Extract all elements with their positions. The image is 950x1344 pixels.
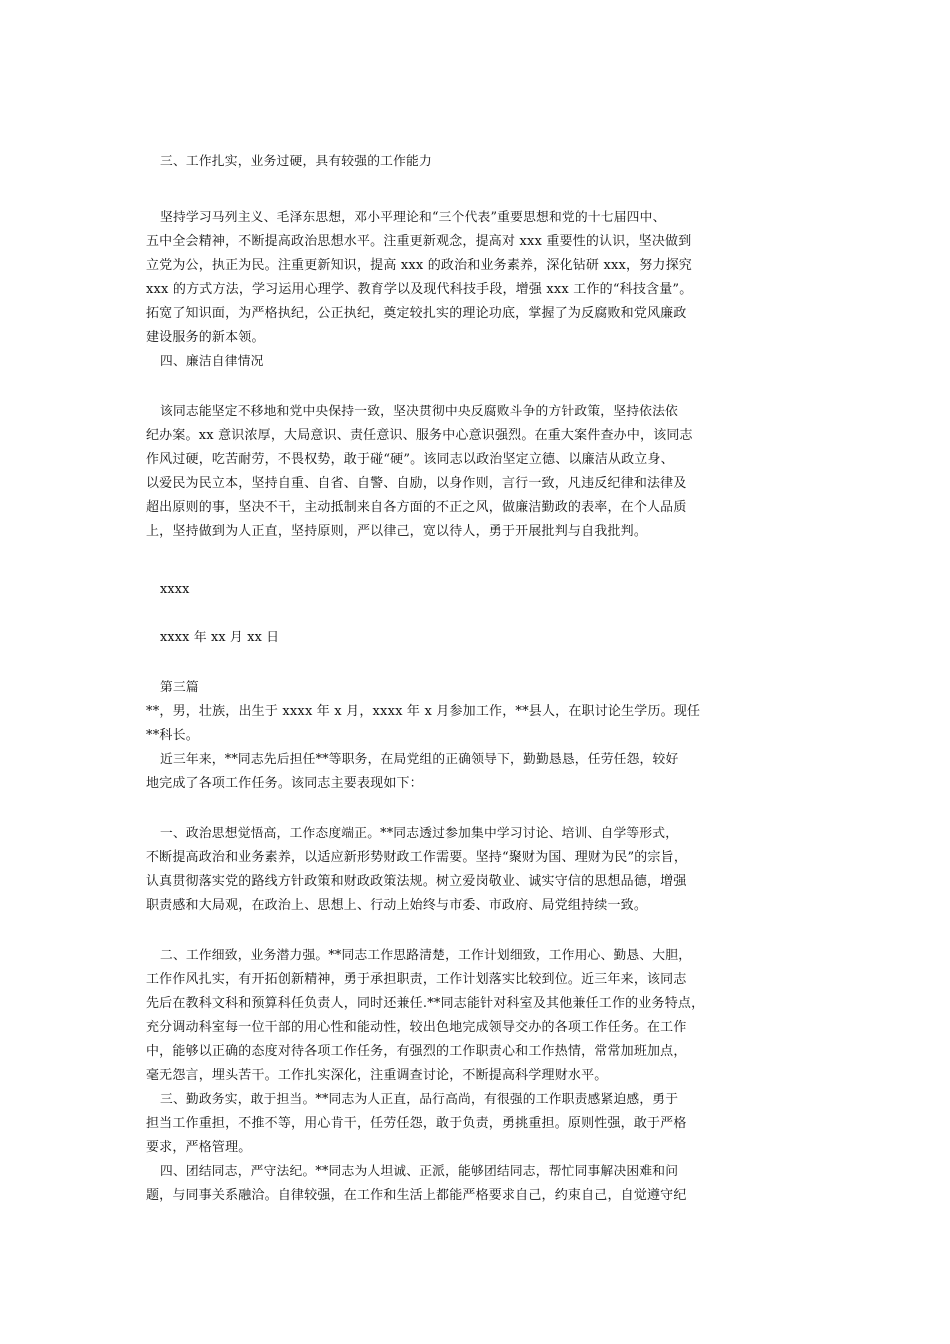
- paragraph-line: 以爱民为民立本，坚持自重、自省、自警、自励，以身作则，言行一致，凡违反纪律和法律及: [146, 476, 687, 491]
- paragraph-line: 立党为公，执正为民。注重更新知识，提高 xxx 的政治和业务素养，深化钻研 xxx，努力探究: [146, 258, 692, 273]
- paragraph-line: 作风过硬，吃苦耐劳，不畏权势，敢于碰“硬”。该同志以政治坚定立德、以廉洁从政立身、: [146, 452, 674, 467]
- paragraph-line: 近三年来，**同志先后担任**等职务，在局党组的正确领导下，勤勤恳恳，任劳任怨，较好: [160, 752, 679, 767]
- paragraph-line: 建设服务的新本领。: [146, 330, 265, 345]
- paragraph-line: **，男，壮族，出生于 xxxx 年 x 月，xxxx 年 x 月参加工作，**县人，在职讨论生学历。现任: [146, 704, 701, 719]
- paragraph-line: 坚持学习马列主义、毛泽东思想，邓小平理论和“三个代表”重要思想和党的十七届四中、: [160, 210, 666, 225]
- paragraph-line: xxx 的方式方法，学习运用心理学、教育学以及现代科技手段，增强 xxx 工作的“科技含量”。: [146, 282, 693, 297]
- part-title: 第三篇: [160, 680, 199, 695]
- paragraph-line: 题，与同事关系融洽。自律较强，在工作和生活上都能严格要求自己，约束自己，自觉遵守纪: [146, 1188, 687, 1203]
- paragraph-line: 超出原则的事，坚决不干，主动抵制来自各方面的不正之风，做廉洁勤政的表率，在个人品质: [146, 500, 687, 515]
- paragraph-line: 工作作风扎实，有开拓创新精神，勇于承担职责，工作计划落实比较到位。近三年来，该同志: [146, 972, 687, 987]
- paragraph-line: 要求，严格管理。: [146, 1140, 252, 1155]
- paragraph-line: 职责感和大局观，在政治上、思想上、行动上始终与市委、市政府、局党组持续一致。: [146, 898, 648, 913]
- paragraph-line: 上，坚持做到为人正直，坚持原则，严以律己，宽以待人，勇于开展批判与自我批判。: [146, 524, 648, 539]
- paragraph-line: 不断提高政治和业务素养，以适应新形势财政工作需要。坚持“聚财为国、理财为民”的宗旨，: [146, 850, 688, 865]
- paragraph-line: 四、团结同志，严守法纪。**同志为人坦诚、正派，能够团结同志，帮忙同事解决困难和问: [160, 1164, 679, 1179]
- signature-name: xxxx: [160, 582, 190, 597]
- paragraph-line: 充分调动科室每一位干部的用心性和能动性，较出色地完成领导交办的各项工作任务。在工作: [146, 1020, 687, 1035]
- paragraph-line: 二、工作细致，业务潜力强。**同志工作思路清楚，工作计划细致，工作用心、勤恳、大胆，: [160, 948, 692, 963]
- section-heading: 四、廉洁自律情况: [160, 354, 264, 369]
- paragraph-line: 该同志能坚定不移地和党中央保持一致，坚决贯彻中央反腐败斗争的方针政策，坚持依法依: [160, 404, 678, 419]
- section-heading: 三、工作扎实，业务过硬，具有较强的工作能力: [160, 154, 432, 169]
- paragraph-line: 拓宽了知识面，为严格执纪，公正执纪，奠定较扎实的理论功底，掌握了为反腐败和党风廉政: [146, 306, 687, 321]
- paragraph-line: 担当工作重担，不推不等，用心肯干，任劳任怨，敢于负责，勇挑重担。原则性强，敢于严格: [146, 1116, 687, 1131]
- paragraph-line: **科长。: [146, 728, 199, 743]
- paragraph-line: 地完成了各项工作任务。该同志主要表现如下：: [146, 776, 423, 791]
- signature-date: xxxx 年 xx 月 xx 日: [160, 630, 280, 645]
- paragraph-line: 中，能够以正确的态度对待各项工作任务，有强烈的工作职责心和工作热情，常常加班加点，: [146, 1044, 687, 1059]
- paragraph-line: 先后在教科文科和预算科任负责人，同时还兼任.**同志能针对科室及其他兼任工作的业务特点，: [146, 996, 705, 1011]
- paragraph-line: 三、勤政务实，敢于担当。**同志为人正直，品行高尚，有很强的工作职责感紧迫感，勇于: [160, 1092, 679, 1107]
- paragraph-line: 认真贯彻落实党的路线方针政策和财政政策法规。树立爱岗敬业、诚实守信的思想品德，增强: [146, 874, 687, 889]
- paragraph-line: 纪办案。xx 意识浓厚，大局意识、责任意识、服务中心意识强烈。在重大案件查办中，该同志: [146, 428, 693, 443]
- paragraph-line: 一、政治思想觉悟高，工作态度端正。**同志透过参加集中学习讨论、培训、自学等形式，: [160, 826, 679, 841]
- paragraph-line: 五中全会精神，不断提高政治思想水平。注重更新观念，提高对 xxx 重要性的认识，坚决做到: [146, 234, 692, 249]
- paragraph-line: 毫无怨言，埋头苦干。工作扎实深化，注重调查讨论，不断提高科学理财水平。: [146, 1068, 608, 1083]
